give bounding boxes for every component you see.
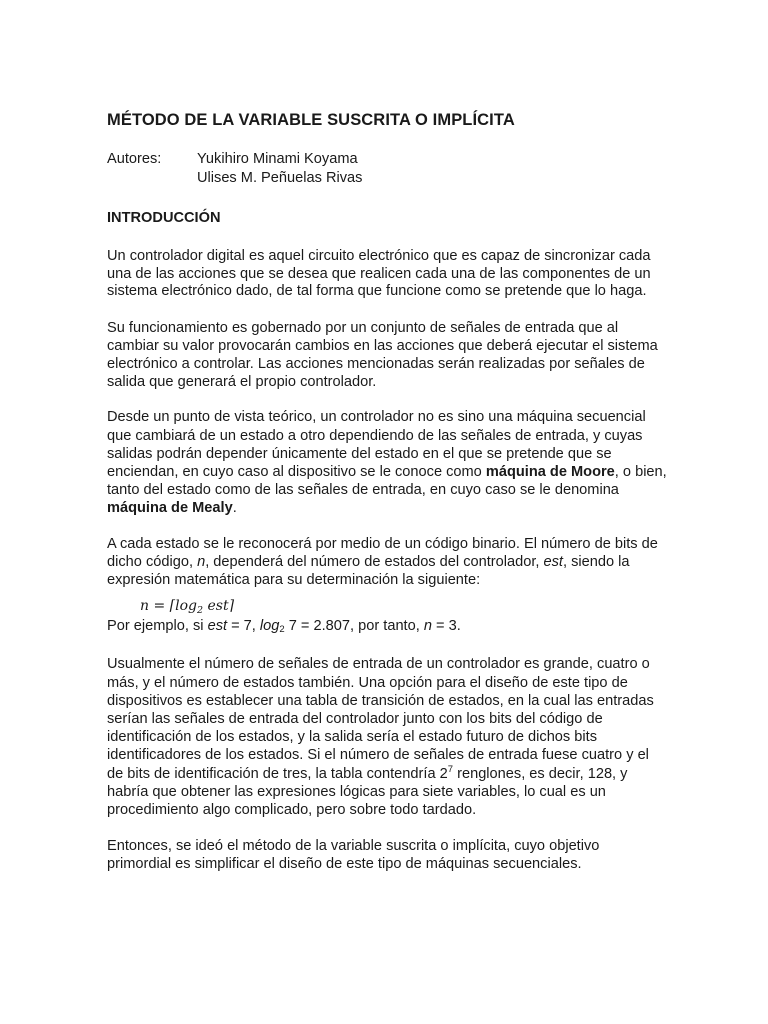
term-mealy: máquina de Mealy (107, 500, 233, 517)
text-run: A cada estado se le reconocerá por medio de un código binario. El número de bits de dicho código, (107, 535, 658, 570)
var-n: n (423, 618, 432, 635)
var-n: n (197, 553, 206, 570)
authors-names (197, 150, 362, 188)
text-run: , siendo la expresión matemática para su determinación la siguiente: (107, 553, 630, 588)
text-run: renglones, es decir, 128, y habría que obtener las expresiones lógicas para siete variables, lo cual es un procedimiento algo complicado, pero sobre todo tardado. (107, 765, 628, 818)
document-title: MÉTODO DE LA VARIABLE SUSCRITA O IMPLÍCITA (107, 111, 515, 129)
text-run: 7 = 2.807, por tanto, (284, 618, 424, 635)
text-run: , o bien, tanto del estado como de las señales de entrada, en cuyo caso se le denomina (107, 463, 667, 499)
text-run: Usualmente el número de señales de entrada de un controlador es grande, cuatro o más, y el número de estados también. Una opción para el diseño de este tipo de dispositivos es establecer una tabla de transición de estados, en la cual las entradas serían las señales de entrada del controlador junto con los bits del código de identificación de los estados, y la salida sería el estado futuro de dichos bits identificadores de los estados. Si el número de señales de entrada fuese cuatro y el de bits de identificación de tres, la tabla contendría 2 (107, 656, 654, 782)
exponent: 7 (447, 763, 454, 775)
document-body (107, 110, 667, 874)
paragraph-example (107, 617, 667, 635)
formula-arg: est (203, 598, 229, 615)
log-base: 2 (279, 624, 285, 636)
text-run: , dependerá del número de estados del controlador, (205, 553, 544, 570)
term-moore: máquina de Moore (485, 463, 615, 480)
text-run: . (232, 500, 237, 517)
text-run: Por ejemplo, si (107, 618, 208, 635)
formula-log: log (175, 598, 197, 615)
var-est: est (543, 553, 563, 570)
author-name: Ulises M. Peñuelas Rivas (197, 170, 363, 186)
formula-lhs: n = ⌈ (140, 598, 176, 615)
formula-ceil-close: ⌉ (228, 598, 235, 615)
text-run: = 7, (227, 618, 260, 635)
author-name: Yukihiro Minami Koyama (197, 151, 358, 167)
formula-log-base: 2 (196, 605, 204, 617)
paragraph-machines (107, 408, 667, 517)
paragraph-inputs: Su funcionamiento es gobernado por un conjunto de señales de entrada que al cambiar su valor provocarán cambios en las acciones que deberá ejecutar el sistema electrónico a controlar. Las acciones mencionadas serán realizadas por señales de salida que generará el propio controlador. (107, 319, 658, 391)
paragraph-transition-table (107, 655, 667, 819)
paragraph-intro: Un controlador digital es aquel circuito electrónico que es capaz de sincronizar cada una de las acciones que se desea que realicen cada una de las componentes de un sistema electrónico dado, de tal forma que funcione como se pretende que lo haga. (107, 248, 651, 299)
text-run: = 3. (431, 618, 461, 635)
section-heading: INTRODUCCIÓN (107, 210, 221, 226)
var-est: est (207, 618, 228, 635)
authors-label: Autores: (107, 151, 162, 167)
paragraph-binary-code (107, 535, 667, 590)
authors-block (107, 150, 667, 188)
formula (140, 595, 667, 617)
text-run: Desde un punto de vista teórico, un controlador no es sino una máquina secuencial que cambiará de un estado a otro dependiendo de las señales de entrada, y cuyas salidas podrán depender únicamente del estado en el que se pretende que se enciendan, en cuyo caso al dispositivo se le conoce como (107, 409, 646, 480)
log-label: log (259, 618, 280, 635)
paragraph-conclusion: Entonces, se ideó el método de la variable suscrita o implícita, cuyo objetivo primordial es simplificar el diseño de este tipo de máquinas secuenciales. (107, 838, 600, 873)
